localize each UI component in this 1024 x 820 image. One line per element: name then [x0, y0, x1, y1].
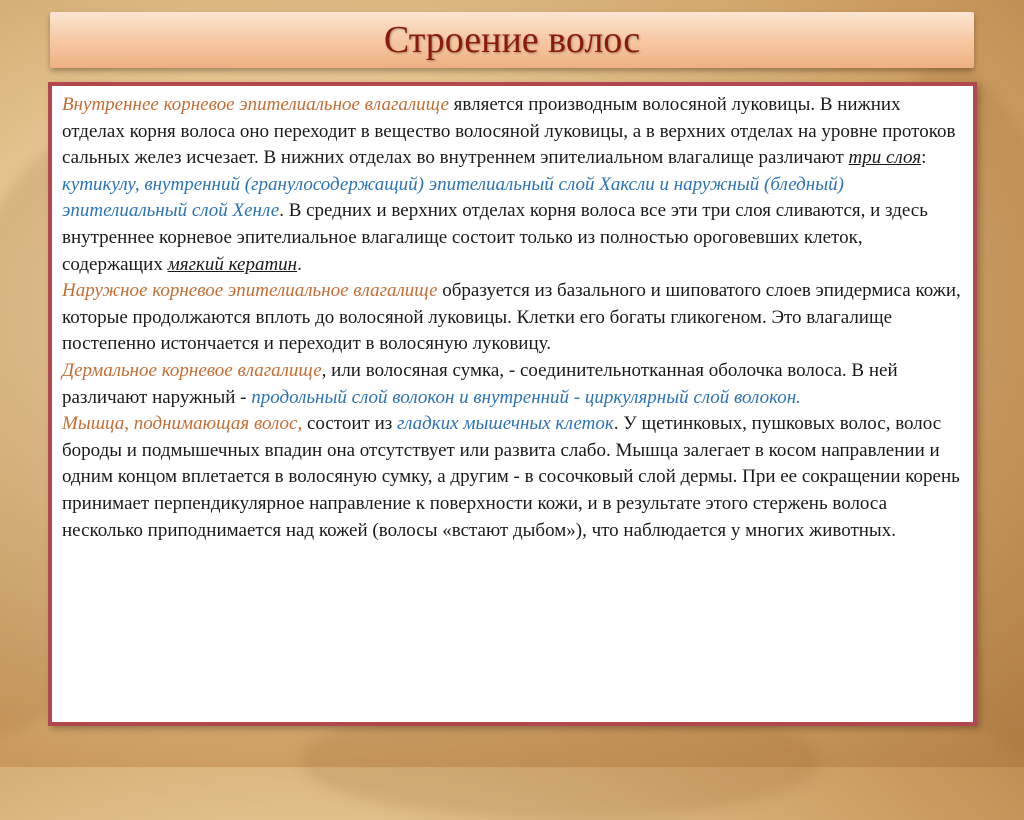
term-fiber-layers: продольный слой волокон и внутренний - циркулярный слой волокон.: [251, 386, 801, 408]
content-box: [48, 82, 977, 726]
paragraph-dermal-root-sheath: [62, 358, 967, 411]
term-inner-root-sheath: Внутреннее корневое эпителиальное влагалище: [62, 94, 449, 115]
text: . В средних и верхних отделах корня волоса все эти три слоя сливаются, и здесь внутреннее корневое эпителиальное влагалище состоит только из полностью ороговевших клеток, содержащих: [62, 200, 928, 275]
paragraph-arrector-muscle: [62, 411, 967, 544]
term-three-layers: три слоя: [848, 147, 922, 169]
term-smooth-muscle-cells: гладких мышечных клеток: [397, 413, 614, 435]
term-soft-keratin: мягкий кератин: [167, 253, 298, 275]
term-arrector-muscle: Мышца, поднимающая волос,: [62, 413, 303, 435]
text: , или волосяная сумка, - соединительнотканная оболочка волоса. В ней различают наружный -: [62, 359, 898, 408]
text: состоит из: [302, 413, 397, 435]
text: :: [921, 147, 927, 169]
term-outer-root-sheath: Наружное корневое эпителиальное влагалище: [62, 280, 438, 302]
paragraph-outer-root-sheath: [62, 278, 967, 358]
text: . У щетинковых, пушковых волос, волос бороды и подмышечных впадин она отсутствует или развита слабо. Мышца залегает в косом направлении и одним концом вплетается в волосяную сумку, а другим - в сосочковый слой дермы. При ее сокращении корень принимает перпендикулярное направление к поверхности кожи, и в результате этого стержень волоса несколько приподнимается над кожей (волосы «встают дыбом»), что наблюдается у многих животных.: [62, 413, 960, 541]
content-text: [62, 92, 967, 544]
term-layers-list: кутикулу, внутренний (гранулосодержащий) эпителиальный слой Хаксли и наружный (бледный) эпителиальный слой Хенле: [62, 173, 844, 222]
text: является производным волосяной луковицы. В нижних отделах корня волоса оно переходит в вещество волосяной луковицы, а в верхних отделах на уровне протоков сальных желез исчезает. В нижних отделах во внутреннем эпителиальном влагалище различают: [62, 94, 956, 169]
paragraph-inner-root-sheath: [62, 92, 967, 278]
term-dermal-root-sheath: Дермальное корневое влагалище: [62, 359, 322, 381]
text: .: [297, 253, 302, 275]
text: образуется из базального и шиповатого слоев эпидермиса кожи, которые продолжаются вплоть до волосяной луковицы. Клетки его богаты гликогеном. Это влагалище постепенно истончается и переходит в волосяную луковицу.: [62, 280, 961, 355]
title-bar: [50, 12, 974, 68]
slide-title: Строение волос: [383, 19, 641, 61]
